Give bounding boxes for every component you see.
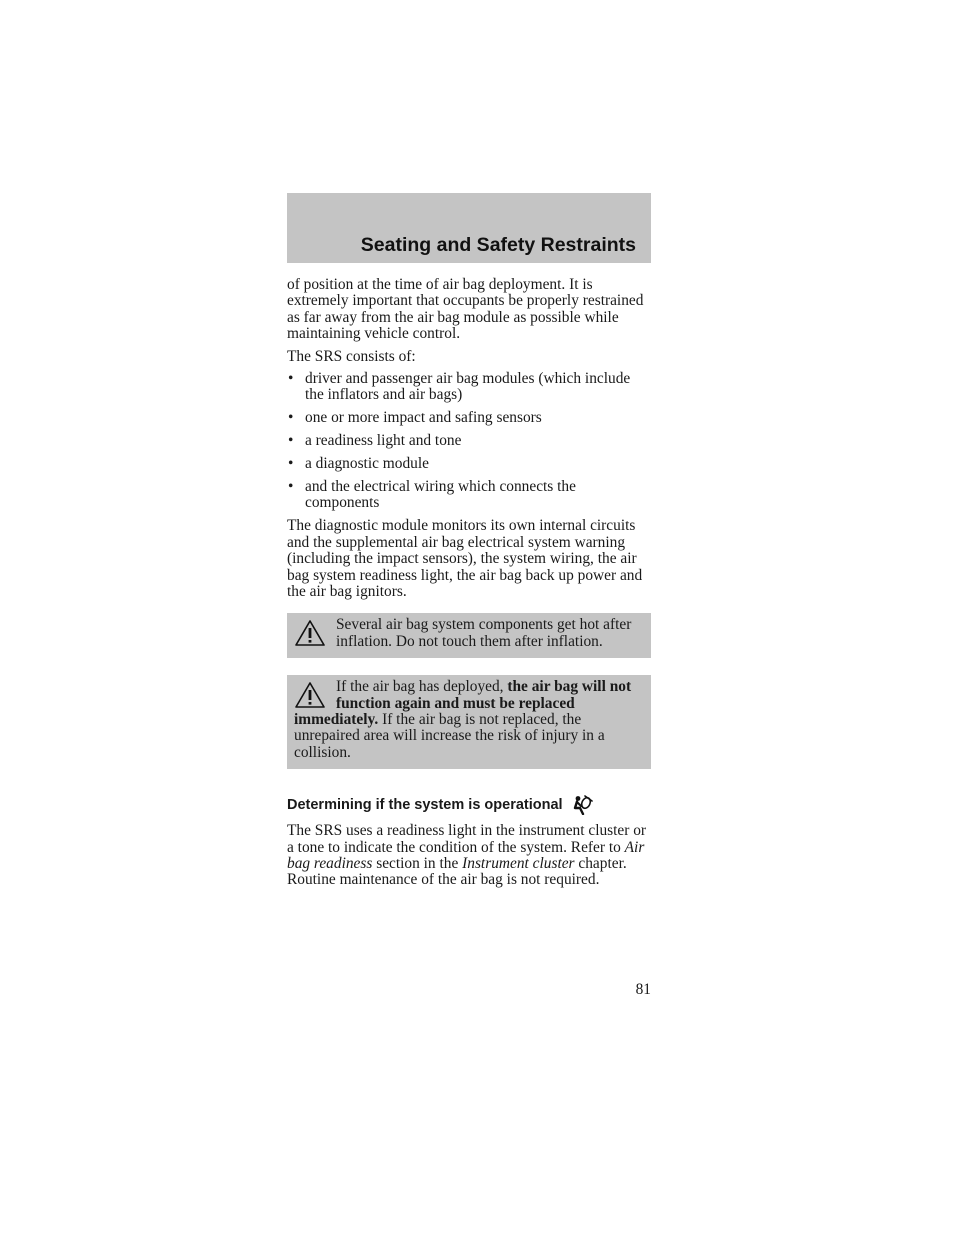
section-body: The SRS uses a readiness light in the instrument cluster or a tone to indicate the condition of the system. Refer to Air bag readiness section in the Instrument cluster chapter. Routine maintenance of the air bag is not required. [287, 822, 647, 889]
list-item: • and the electrical wiring which connects the components [287, 479, 651, 512]
list-item: • one or more impact and safing sensors [287, 410, 651, 426]
reference-instrument-cluster: Instrument cluster [462, 855, 575, 873]
warning-text: Several air bag system components get hot after inflation. Do not touch them after inflation. [336, 616, 632, 650]
list-item: • a diagnostic module [287, 456, 651, 472]
warning-triangle-icon [294, 619, 326, 647]
list-item: • driver and passenger air bag modules (which include the inflators and air bags) [287, 371, 651, 404]
srs-intro: The SRS consists of: [287, 347, 416, 365]
warning-triangle-icon [294, 681, 326, 709]
section-heading: Determining if the system is operational [287, 795, 651, 815]
airbag-readiness-icon [569, 795, 593, 815]
list-item: • a readiness light and tone [287, 433, 651, 449]
warning-emphasis: the air bag will not function again and must be replaced immediately. [294, 678, 632, 729]
page-number: 81 [635, 981, 651, 998]
warning-box-deployed-airbag [287, 675, 651, 769]
diagnostic-paragraph: The diagnostic module monitors its own internal circuits and the supplemental air bag electrical system warning (including the impact sensors), the system wiring, the air bag system readiness light, the air bag back up power and the air bag ignitors. [287, 517, 643, 600]
reference-air-bag-readiness: Air bag readiness [287, 838, 645, 873]
warning-box-hot-components [287, 613, 651, 658]
page-title: Seating and Safety Restraints [360, 234, 636, 256]
srs-component-list [287, 371, 651, 512]
page-header [287, 193, 651, 263]
warning-text: If the air bag has deployed, the air bag will not function again and must be replaced immediately. If the air bag is not replaced, the unrepaired area will increase the risk of injury in a collision. [294, 678, 632, 761]
page-content [287, 277, 651, 895]
intro-paragraph: of position at the time of air bag deployment. It is extremely important that occupants be properly restrained as far away from the air bag module as possible while maintaining vehicle control. [287, 276, 644, 343]
